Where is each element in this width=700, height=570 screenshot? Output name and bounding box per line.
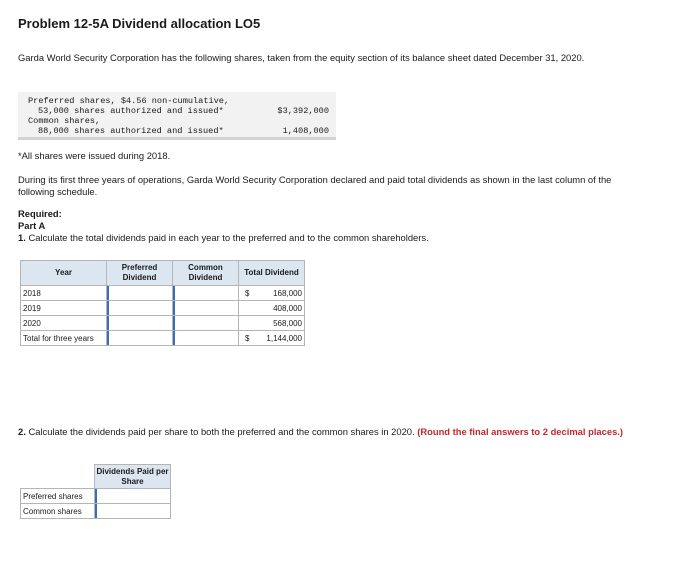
common-dividend-2019-input[interactable] bbox=[173, 301, 238, 315]
common-dividend-2020-input[interactable] bbox=[173, 316, 238, 330]
common-shares-amount: 1,408,000 bbox=[282, 126, 329, 136]
question-2 bbox=[18, 426, 628, 438]
preferred-dividend-2018-input[interactable] bbox=[107, 286, 172, 300]
header-year: Year bbox=[21, 261, 107, 286]
table-row bbox=[21, 504, 171, 519]
question-2-text: Calculate the dividends paid per share to both the preferred and the common shares in 2020. bbox=[28, 426, 415, 437]
preferred-dividend-2019-input[interactable] bbox=[107, 301, 172, 315]
problem-title: Problem 12-5A Dividend allocation LO5 bbox=[18, 16, 261, 31]
question-2-number: 2. bbox=[18, 426, 26, 437]
table-row bbox=[21, 301, 305, 316]
total-value: 168,000 bbox=[273, 288, 302, 298]
common-dividend-2018-input[interactable] bbox=[173, 286, 238, 300]
dollar-sign: $ bbox=[245, 288, 250, 298]
row-year: 2020 bbox=[21, 316, 107, 331]
preferred-shares-row-label: Preferred shares bbox=[21, 489, 95, 504]
question-1-number: 1. bbox=[18, 232, 26, 243]
preferred-dividend-total-input[interactable] bbox=[107, 331, 172, 345]
preferred-shares-authorized: 53,000 shares authorized and issued* bbox=[38, 106, 224, 116]
common-shares-row-label: Common shares bbox=[21, 504, 95, 519]
total-dividend-2019 bbox=[239, 301, 305, 316]
row-year: Total for three years bbox=[21, 331, 107, 346]
part-a-label: Part A bbox=[18, 220, 46, 231]
footnote: *All shares were issued during 2018. bbox=[18, 150, 171, 161]
dividend-schedule bbox=[20, 260, 305, 346]
total-value: 1,144,000 bbox=[266, 333, 302, 343]
row-year: 2019 bbox=[21, 301, 107, 316]
intro-text: Garda World Security Corporation has the following shares, taken from the equity section of its balance sheet dated December 31, 2020. bbox=[18, 52, 585, 63]
header-common-dividend: Common Dividend bbox=[173, 261, 239, 286]
preferred-per-share-input[interactable] bbox=[95, 489, 170, 503]
common-per-share-input[interactable] bbox=[95, 504, 170, 518]
preferred-dividend-2020-input[interactable] bbox=[107, 316, 172, 330]
total-dividend-2018 bbox=[239, 286, 305, 301]
requirements bbox=[18, 208, 429, 244]
preferred-shares-amount: $3,392,000 bbox=[277, 106, 329, 116]
equity-section bbox=[18, 92, 336, 140]
per-share-table bbox=[20, 464, 171, 519]
dollar-sign: $ bbox=[245, 333, 250, 343]
question-1-text: Calculate the total dividends paid in each year to the preferred and to the common shareholders. bbox=[28, 232, 429, 243]
table-row bbox=[21, 316, 305, 331]
header-total-dividend: Total Dividend bbox=[239, 261, 305, 286]
header-preferred-dividend: Preferred Dividend bbox=[107, 261, 173, 286]
table-row bbox=[21, 331, 305, 346]
total-dividend-2020 bbox=[239, 316, 305, 331]
operations-paragraph: During its first three years of operations, Garda World Security Corporation declared and paid total dividends as shown in the last column of the following schedule. bbox=[18, 174, 612, 197]
common-shares-authorized: 88,000 shares authorized and issued* bbox=[38, 126, 224, 136]
blank-header bbox=[21, 465, 95, 489]
header-dividends-per-share: Dividends Paid per Share bbox=[95, 465, 171, 489]
row-year: 2018 bbox=[21, 286, 107, 301]
rounding-instruction: (Round the final answers to 2 decimal places.) bbox=[417, 426, 624, 437]
table-row bbox=[21, 286, 305, 301]
total-value: 568,000 bbox=[273, 318, 302, 328]
common-dividend-total-input[interactable] bbox=[173, 331, 238, 345]
total-value: 408,000 bbox=[273, 303, 302, 313]
required-heading: Required: bbox=[18, 208, 62, 219]
common-shares-label: Common shares, bbox=[28, 116, 101, 126]
total-dividend-all bbox=[239, 331, 305, 346]
preferred-shares-label: Preferred shares, $4.56 non-cumulative, bbox=[28, 96, 230, 106]
table-row bbox=[21, 489, 171, 504]
